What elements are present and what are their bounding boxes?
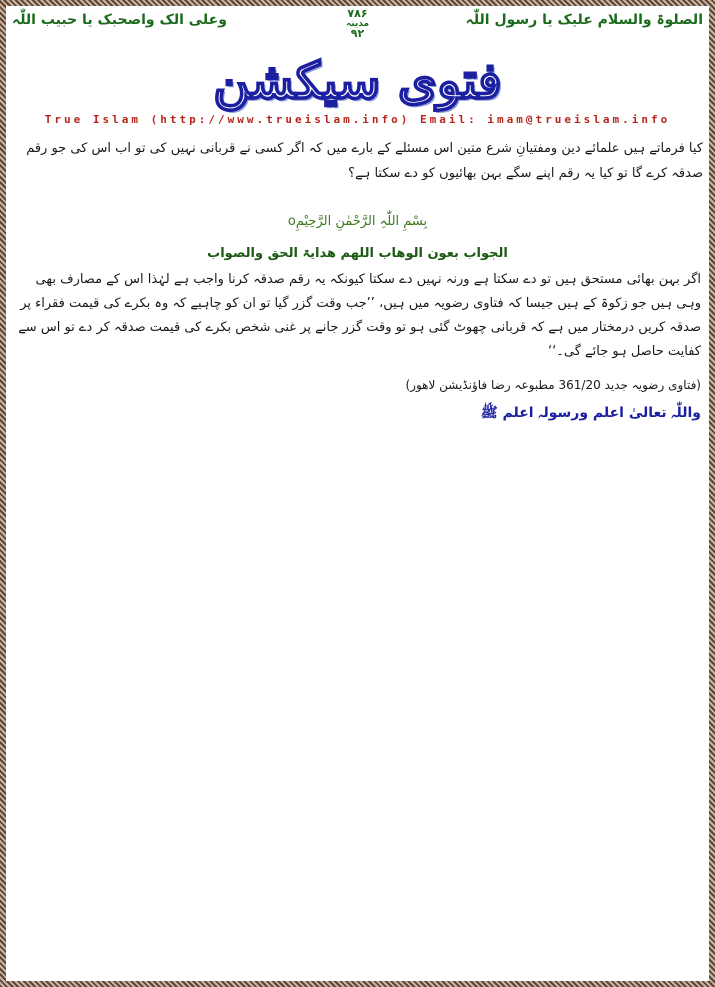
page-title: فتوی سیکشن	[213, 51, 502, 110]
answer-text: اگر بہن بھائی مستحق ہیں تو دے سکتا ہے ورنہ نہیں دے سکتا کیونکہ یہ رقم صدقہ کرنا واجب ہے لہٰذا اس کے مصارف بھی وہی ہیں جو زکوۃ کے ہیں جیسا کہ فتاوی رضویہ میں ہیں، ’’جب وقت گزر گیا تو ان کو چاہیے کہ وہ بکرے کی قیمت فقراء پر صدقہ کریں درمختار میں ہے کہ قربانی چھوٹ گئی ہو تو وقت گزر جانے پر غنی شخص بکرے کی قیمت صدقہ کر دے تو اس سے کفایت حاصل ہو جائے گی۔‘‘	[18, 272, 701, 359]
page-number-line1: ۷۸۶	[347, 7, 368, 20]
question-text: کیا فرماتے ہیں علمائے دین ومفتیانِ شرع متین اس مسئلے کے بارے میں کہ اگر کسی نے قربانی نہیں کی تو اب اس کی جو رقم صدقہ کرے گا تو کیا یہ رقم اپنے سگے بہن بھائیوں کو دے سکتا ہے؟	[26, 141, 703, 181]
bismillah: بِسْمِ اللّٰہِ الرَّحْمٰنِ الرَّحِیْمِo	[287, 214, 428, 229]
header-bar	[12, 9, 703, 43]
header-salutation-left: وعلی الک واصحبک یا حبیب اللّٰہ	[12, 12, 227, 28]
reference-citation: (فتاوی رضویہ جدید 361/20 مطبوعہ رضا فاؤنڈیشن لاھور)	[405, 378, 701, 392]
fatwa-page	[6, 6, 709, 981]
page-number-line3: ۹۲	[350, 27, 365, 40]
answer-heading: الجواب بعون الوھاب اللھم ھدایۃ الحق والصواب	[207, 246, 508, 261]
closing-phrase: واللّٰہ تعالیٰ اعلم ورسولہ اعلم ﷺ	[480, 405, 701, 421]
site-contact-line: True Islam (http://www.trueislam.info) Email: imam@trueislam.info	[44, 113, 671, 126]
page-number-block	[346, 9, 369, 39]
header-salutation-right: الصلوۃ والسلام علیک یا رسول اللّٰہ	[465, 12, 703, 28]
page-number-line2: مدینہ	[345, 19, 370, 29]
